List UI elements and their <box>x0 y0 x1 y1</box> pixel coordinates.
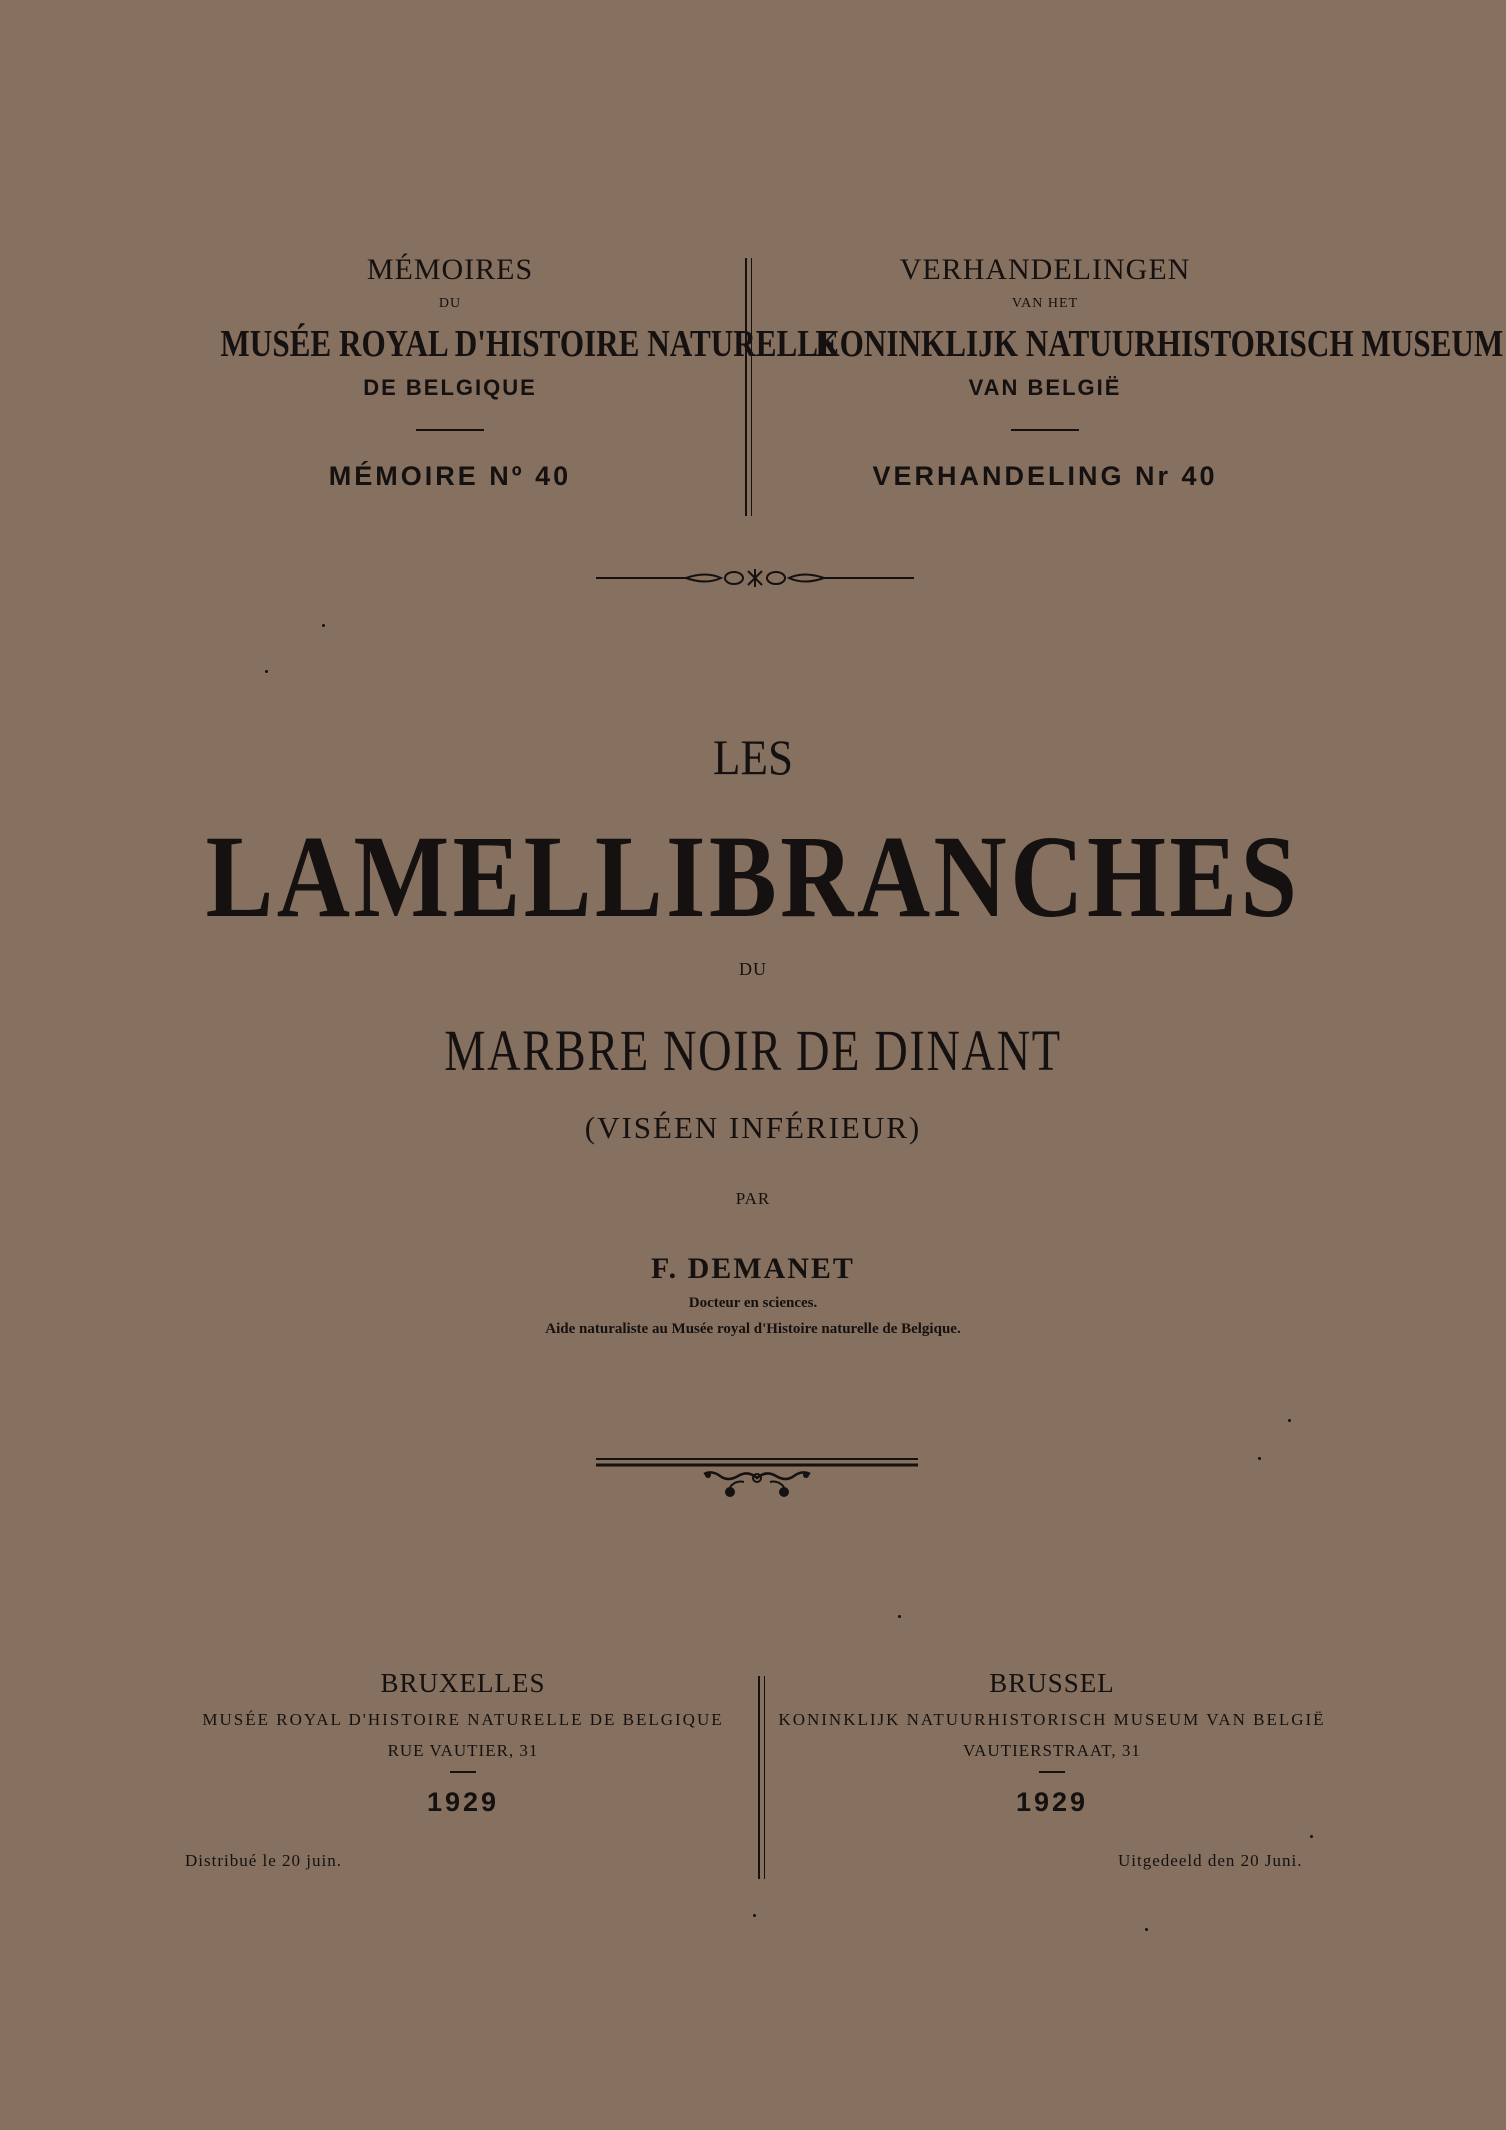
footer-rule-left <box>450 1771 476 1773</box>
imprint-french <box>183 1670 743 1816</box>
country-french: DE BELGIQUE <box>363 375 537 400</box>
subtitle: MARBRE NOIR DE DINANT <box>444 1018 1062 1083</box>
scan-speck <box>898 1615 901 1618</box>
memoir-number-dutch: VERHANDELING Nr 40 <box>872 461 1218 491</box>
header-dutch <box>765 253 1504 491</box>
series-name-dutch: VERHANDELINGEN <box>899 253 1191 286</box>
city-dutch: BRUSSEL <box>989 1668 1115 1698</box>
title-article: LES <box>712 729 794 785</box>
scan-speck <box>753 1914 756 1917</box>
series-name-french: MÉMOIRES <box>366 253 534 286</box>
publisher-french: MUSÉE ROYAL D'HISTOIRE NATURELLE DE BELGIQUE <box>202 1710 724 1729</box>
scan-speck <box>322 624 325 627</box>
header-divider <box>745 258 752 516</box>
publisher-dutch: KONINKLIJK NATUURHISTORISCH MUSEUM VAN BELGIË <box>778 1710 1326 1729</box>
institution-french: MUSÉE ROYAL D'HISTOIRE NATURELLE <box>220 323 839 365</box>
distribution-date-dutch: Uitgedeeld den 20 Juni. <box>1118 1851 1303 1870</box>
imprint-dutch <box>772 1670 1332 1816</box>
author-name: F. DEMANET <box>651 1252 855 1285</box>
institution-dutch: KONINKLIJK NATUURHISTORISCH MUSEUM <box>815 323 1504 365</box>
footer-divider <box>758 1676 765 1879</box>
geologic-stage: (VISÉEN INFÉRIEUR) <box>584 1110 922 1145</box>
middle-ornament-icon <box>596 1456 918 1498</box>
year-french: 1929 <box>426 1787 500 1817</box>
distribution-date-french: Distribué le 20 juin. <box>185 1851 342 1870</box>
header-rule-left <box>416 429 484 431</box>
connector-french: DU <box>438 296 462 311</box>
scan-speck <box>265 670 268 673</box>
header-rule-right <box>1011 429 1079 431</box>
main-title: LAMELLIBRANCHES <box>205 811 1301 942</box>
scan-speck <box>1288 1419 1291 1422</box>
scan-speck <box>1145 1928 1148 1931</box>
header-french <box>170 253 839 491</box>
scan-speck <box>1258 1457 1261 1460</box>
connector-dutch: VAN HET <box>1011 296 1079 311</box>
address-dutch: VAUTIERSTRAAT, 31 <box>963 1741 1141 1760</box>
by-label: PAR <box>735 1189 771 1208</box>
title-connector: DU <box>739 959 767 979</box>
author-position: Aide naturaliste au Musée royal d'Histoire naturelle de Belgique. <box>545 1321 961 1337</box>
memoir-number-french: MÉMOIRE Nº 40 <box>328 461 572 491</box>
scan-speck <box>1310 1835 1313 1838</box>
year-dutch: 1929 <box>1015 1787 1089 1817</box>
footer-rule-right <box>1039 1771 1065 1773</box>
country-dutch: VAN BELGIË <box>968 375 1122 400</box>
city-french: BRUXELLES <box>380 1668 546 1698</box>
author-degree: Docteur en sciences. <box>688 1295 818 1311</box>
address-french: RUE VAUTIER, 31 <box>387 1741 539 1760</box>
top-ornament-icon <box>596 566 914 590</box>
